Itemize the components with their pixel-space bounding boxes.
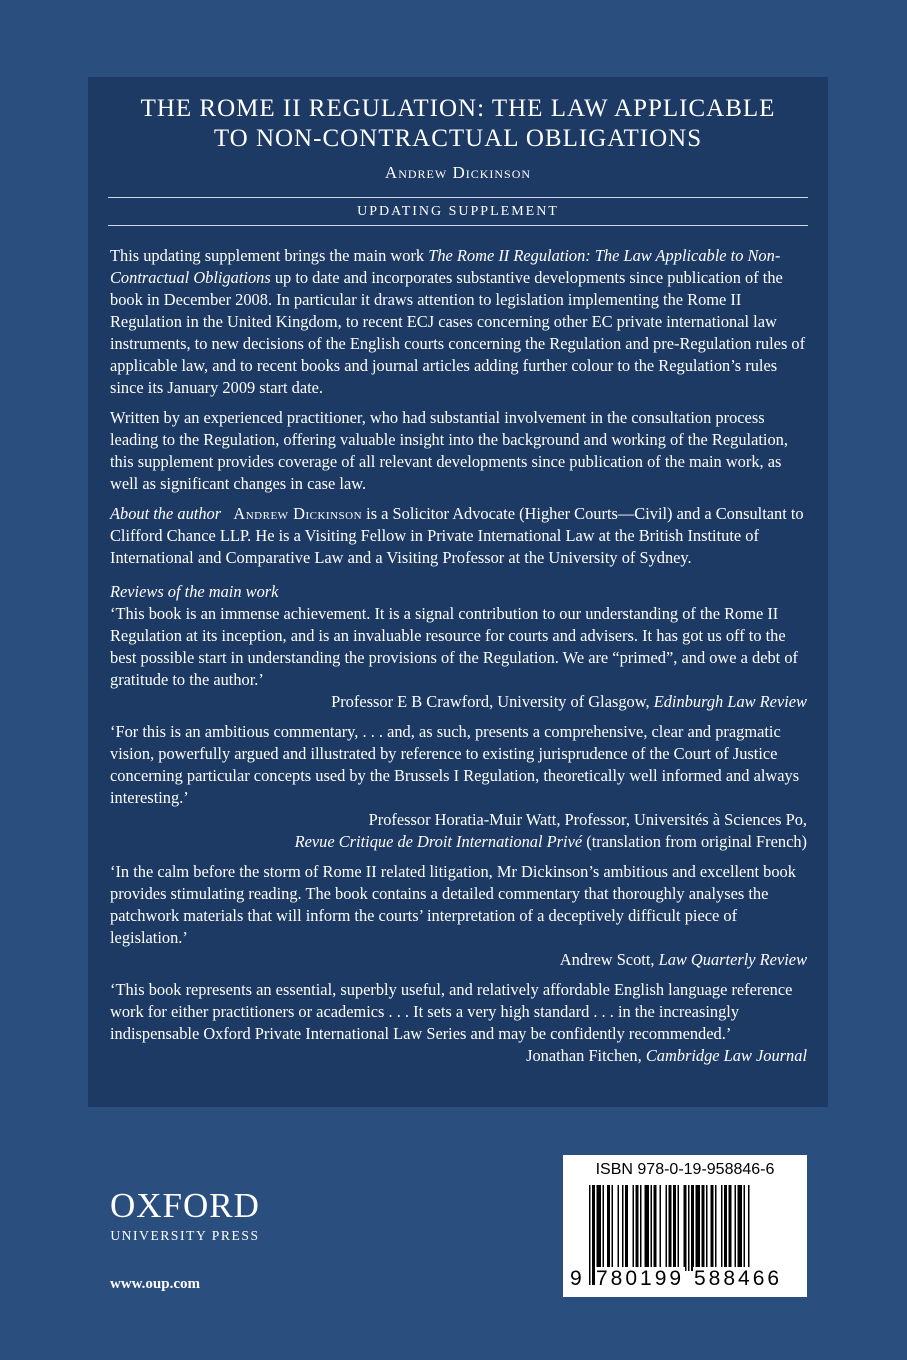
barcode-digits-left: 780199 [596,1267,685,1290]
description-paragraph-1: This updating supplement brings the main work The Rome II Regulation: The Law Applicable to Non-Contractual Obligations up to date and incorporates substantive developments since publication of the book in December 2008. In particular it draws attention to legislation implementing the Rome II Regulation in the United Kingdom, to recent ECJ cases concerning other EC private international law instruments, to new decisions of the English courts concerning the Regulation and pre-Regulation rules of applicable law, and to recent books and journal articles adding further colour to the Regulation’s rules since its January 2009 start date. [110,246,806,397]
text-panel [88,77,828,1107]
barcode-bar [748,1185,750,1271]
barcode-bar [607,1185,610,1271]
review-2-source: Professor Horatia-Muir Watt, Professor, Universités à Sciences Po, [368,810,807,829]
barcode-bar [735,1185,737,1271]
barcode-bar [622,1185,624,1271]
author-name: Andrew Dickinson [384,163,532,182]
barcode-bar [678,1185,680,1271]
review-1-quote: ‘This book is an immense achievement. It is a signal contribution to our understanding of the Rome II Regulation at its inception, and is an invaluable resource for courts and advisers. It has got us off to the best possible start in understanding the provisions of the Regulation. We are “primed”, and owe a debt of gratitude to the author.’ [110,604,798,689]
book-title [88,94,828,154]
barcode-bar [633,1185,635,1271]
barcode-bar [666,1185,668,1271]
about-author-label: About the author [110,504,222,523]
barcode-bar [603,1185,605,1271]
review-2-publication: Revue Critique de Droit International Privé (translation from original French) [294,832,807,851]
barcode-bar [688,1185,690,1271]
publisher-url[interactable]: www.oup.com [110,1276,201,1292]
barcode-bar [711,1185,714,1271]
barcode-bar [597,1185,602,1271]
barcode-digit-first: 9 [570,1267,582,1290]
barcode-bar [696,1185,701,1271]
barcode-bar [706,1185,708,1271]
barcode-bar [651,1185,653,1271]
publisher-subname: UNIVERSITY PRESS [110,1228,260,1243]
barcode-bar [724,1185,727,1271]
barcode-bar [702,1185,705,1271]
bottom-rule [108,225,808,226]
main-work-title: The Rome II Regulation: The Law Applicable to Non-Contractual Obligations [110,246,781,287]
description-paragraph-2: Written by an experienced practitioner, who had substantial involvement in the consultation process leading to the Regulation, offering valuable insight into the background and working of the Regulation, this supplement provides coverage of all relevant developments since publication of the main work, as well as significant changes in case law. [110,408,788,493]
title-line-2: TO NON-CONTRACTUAL OBLIGATIONS [213,125,703,152]
barcode-box [563,1155,807,1297]
barcode-digits-right: 588466 [694,1267,783,1290]
barcode-bar [738,1185,743,1271]
oxford-logo [110,1188,260,1244]
review-4-source: Jonathan Fitchen, Cambridge Law Journal [526,1046,807,1065]
publisher-name: OXFORD [110,1186,260,1225]
isbn-label: ISBN 978-0-19-958846-6 [595,1161,775,1178]
review-3-quote: ‘In the calm before the storm of Rome II related litigation, Mr Dickinson’s ambitious and excellent book provides stimulating reading. The book contains a detailed commentary that thoroughly analyses the patchwork materials that will inform the courts’ interpretation of a deceptively difficult piece of legislation.’ [110,862,796,947]
barcode-bar [691,1185,694,1271]
barcode-bar [729,1185,732,1271]
barcode-bar [636,1185,639,1271]
barcode-bar [715,1185,717,1271]
barcode-bar [660,1185,662,1271]
edition-label: UPDATING SUPPLEMENT [357,204,559,219]
top-rule [108,197,808,198]
barcode-digits [563,1267,807,1293]
about-author: About the author Andrew Dickinson is a Solicitor Advocate (Higher Courts—Civil) and a Consultant to Clifford Chance LLP. He is a Visiting Fellow in Private International Law at the British Institute of International and Comparative Law and a Visiting Professor at the University of Sydney. [110,504,804,567]
barcode-bar [654,1185,657,1271]
barcode-bar [612,1185,614,1271]
barcode-bar [625,1185,628,1271]
review-4-quote: ‘This book represents an essential, superbly useful, and relatively affordable English language reference work for either practitioners or academics . . . It sets a very high standard . . . in the increasingly indispensable Oxford Private International Law Series and may be confidently recommended.’ [110,980,793,1043]
barcode-bar [744,1185,746,1271]
barcode-bar [645,1185,650,1271]
reviews-heading: Reviews of the main work [110,582,279,601]
barcode-bar [640,1185,642,1271]
review-3-source: Andrew Scott, Law Quarterly Review [559,950,807,969]
blurb [110,245,807,1067]
review-1-source: Professor E B Crawford, University of Glasgow, Edinburgh Law Review [331,692,807,711]
barcode-bar [684,1185,687,1271]
barcode-bar [721,1185,723,1271]
review-2-quote: ‘For this is an ambitious commentary, . . . and, as such, presents a comprehensive, clear and pragmatic vision, powerfully argued and illustrated by reference to existing jurisprudence of the Court of Justice concerning particular concepts used by the Brussels I Regulation, theoretically well informed and always interesting.’ [110,722,800,807]
title-line-1: THE ROME II REGULATION: THE LAW APPLICABLE [140,95,776,122]
barcode-bar [618,1185,620,1271]
